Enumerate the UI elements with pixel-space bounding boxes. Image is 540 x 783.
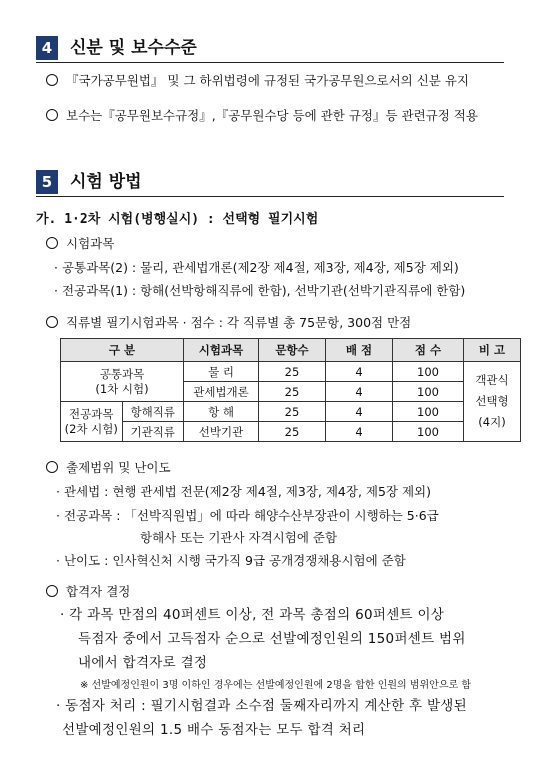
points-cell: 4 <box>326 422 393 442</box>
track-cell: 기관직류 <box>122 422 184 442</box>
remark-cell: 객관식 선택형 (4지) <box>464 362 521 442</box>
table-header-cell: 시험과목 <box>184 339 259 362</box>
circle-bullet-icon <box>46 109 58 121</box>
section-title: 신분 및 보수수준 <box>70 38 197 58</box>
category-cell: 공통과목 (1차 시험) <box>61 362 184 402</box>
questions-cell: 25 <box>259 422 326 442</box>
scope-line: 항해사 또는 기관사 자격시험에 준함 <box>140 530 338 545</box>
subject-line: · 전공과목(1) : 항해(선박항해직류에 한함), 선박기관(선박기관직류에 한함) <box>54 283 466 298</box>
subject-cell: 항 해 <box>184 402 259 422</box>
bullet-item: 출제범위 및 난이도 <box>46 458 171 478</box>
pass-line: 득점자 중에서 고득점자 순으로 선발예정인원의 150퍼센트 범위 <box>78 631 466 647</box>
questions-cell: 25 <box>259 402 326 422</box>
scope-line: · 난이도 : 인사혁신처 시행 국가직 9급 공개경쟁채용시험에 준함 <box>56 553 406 568</box>
pass-line: · 각 과목 만점의 40퍼센트 이상, 전 과목 총점의 60퍼센트 이상 <box>60 607 445 623</box>
score-cell: 100 <box>393 382 464 402</box>
subject-cell: 물 리 <box>184 362 259 382</box>
subject-cell: 선박기관 <box>184 422 259 442</box>
table-header-cell: 구 분 <box>61 339 184 362</box>
table-row <box>61 422 521 442</box>
score-cell: 100 <box>393 362 464 382</box>
circle-bullet-icon <box>46 316 58 328</box>
table-header-row <box>61 339 521 362</box>
table-row <box>61 362 521 382</box>
section-number: 4 <box>36 36 58 60</box>
table-header-cell: 문항수 <box>259 339 326 362</box>
bullet-item: 직류별 필기시험과목 · 점수 : 각 직류별 총 75문항, 300점 만점 <box>46 313 411 333</box>
tie-line: · 동점자 처리 : 필기시험결과 소수점 둘째자리까지 계산한 후 발생된 <box>56 698 467 714</box>
circle-bullet-icon <box>46 585 58 597</box>
section-number: 5 <box>36 170 58 194</box>
bullet-item: 보수는『공무원보수규정』,『공무원수당 등에 관한 규정』등 관련규정 적용 <box>46 106 478 126</box>
bullet-item: 『국가공무원법』 및 그 하위법령에 규정된 국가공무원으로서의 신분 유지 <box>46 71 469 91</box>
points-cell: 4 <box>326 402 393 422</box>
circle-bullet-icon <box>46 461 58 473</box>
exam-table <box>60 338 521 442</box>
sub-heading: 가. 1·2차 시험(병행실시) : 선택형 필기시험 <box>36 212 319 227</box>
questions-cell: 25 <box>259 362 326 382</box>
circle-bullet-icon <box>46 74 58 86</box>
circle-bullet-icon <box>46 237 58 249</box>
category-cell: 전공과목 (2차 시험) <box>61 402 123 442</box>
section-title: 시험 방법 <box>70 172 142 192</box>
subject-line: · 공통과목(2) : 물리, 관세법개론(제2장 제4절, 제3장, 제4장, 제5장 제외) <box>54 260 459 275</box>
points-cell: 4 <box>326 362 393 382</box>
score-cell: 100 <box>393 422 464 442</box>
bullet-item: 시험과목 <box>46 234 114 254</box>
questions-cell: 25 <box>259 382 326 402</box>
table-header-cell: 배 점 <box>326 339 393 362</box>
scope-line: · 관세법 : 현행 관세법 전문(제2장 제4절, 제3장, 제4장, 제5장 제외) <box>56 484 432 499</box>
track-cell: 항해직류 <box>122 402 184 422</box>
subject-cell: 관세법개론 <box>184 382 259 402</box>
scope-line: · 전공과목 : 「선박직원법」에 따라 해양수산부장관이 시행하는 5·6급 <box>56 508 439 523</box>
table-header-cell: 비 고 <box>464 339 521 362</box>
tie-line: 선발예정인원의 1.5 배수 동점자는 모두 합격 처리 <box>62 722 366 738</box>
bullet-item: 합격자 결정 <box>46 582 130 602</box>
score-cell: 100 <box>393 402 464 422</box>
points-cell: 4 <box>326 382 393 402</box>
table-row <box>61 402 521 422</box>
section-5-header <box>36 168 504 197</box>
table-header-cell: 점 수 <box>393 339 464 362</box>
pass-line: 내에서 합격자로 결정 <box>78 655 208 671</box>
footnote: ※ 선발예정인원이 3명 이하인 경우에는 선발예정인원에 2명을 합한 인원의 범위안으로 함 <box>80 680 471 691</box>
section-4-header <box>36 34 504 63</box>
